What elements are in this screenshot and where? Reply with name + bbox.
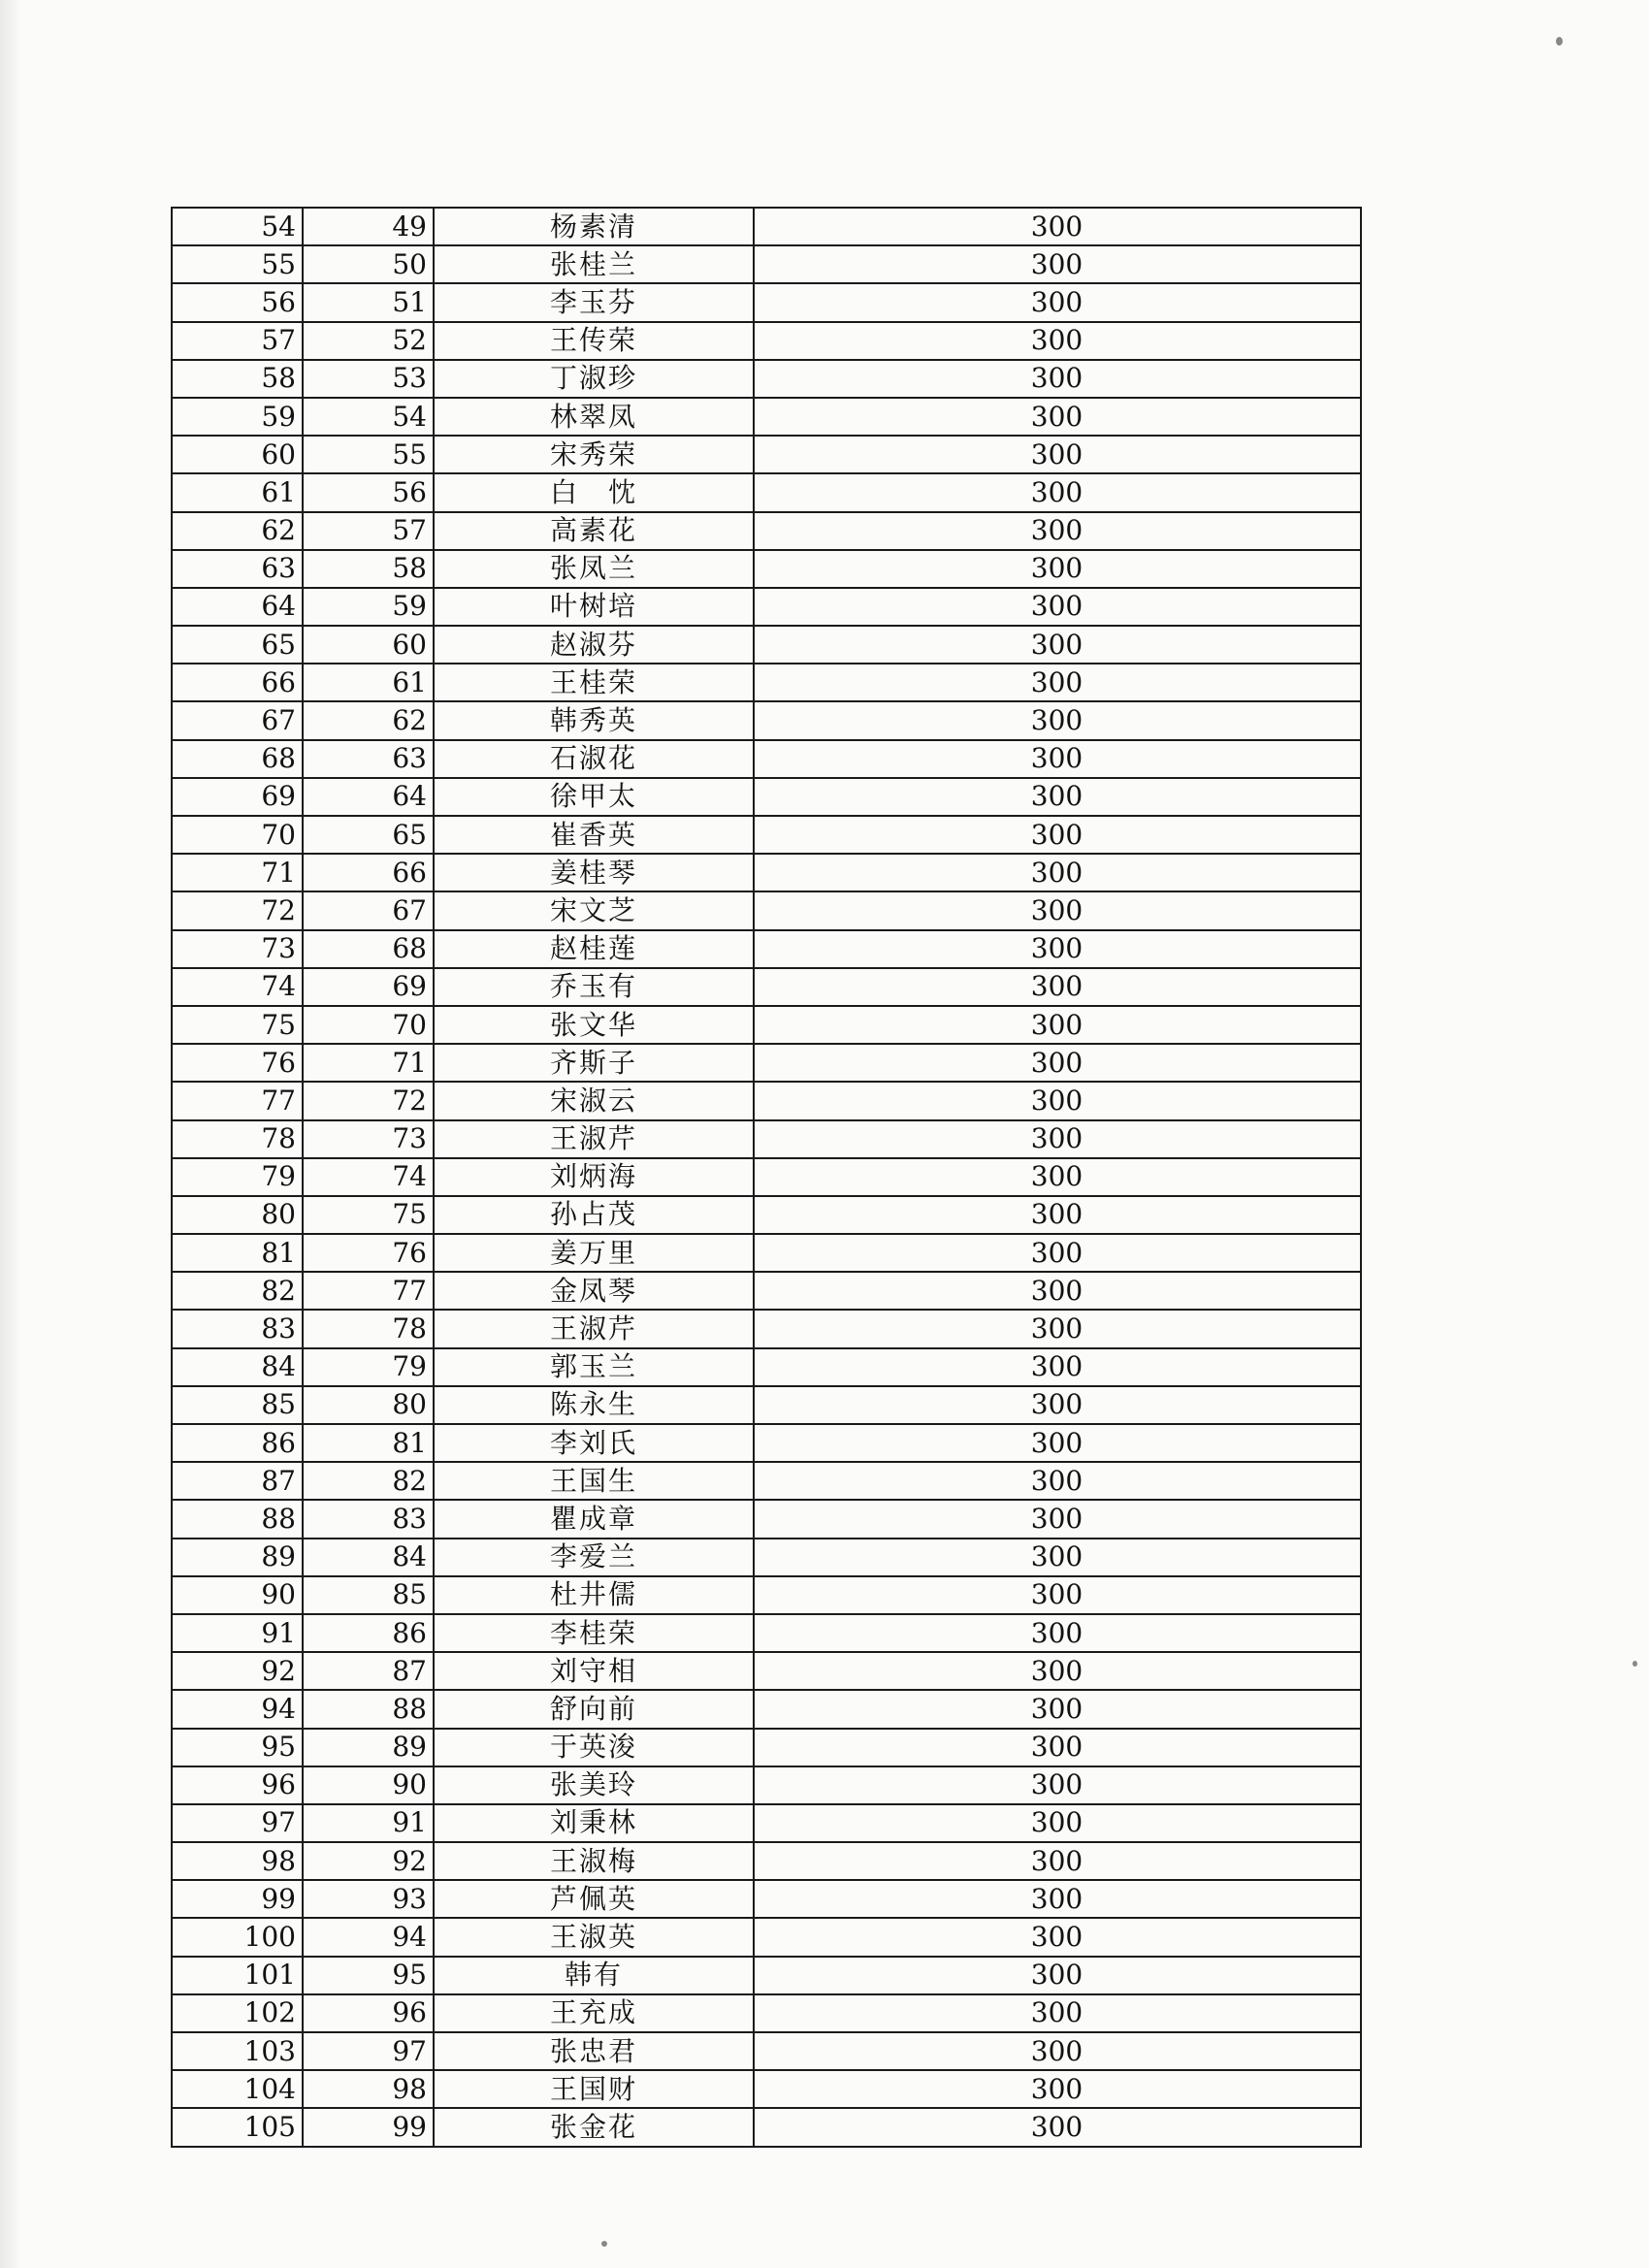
row-number-cell: 53 <box>303 360 434 398</box>
row-number-cell: 52 <box>303 322 434 360</box>
row-name-cell: 李桂荣 <box>434 1614 754 1652</box>
table-row <box>172 1310 1361 1347</box>
row-number-cell: 60 <box>303 626 434 664</box>
row-number-cell: 81 <box>303 1424 434 1462</box>
row-number-cell: 87 <box>303 1652 434 1690</box>
row-number-cell: 83 <box>303 1500 434 1538</box>
row-number-cell: 88 <box>303 1690 434 1728</box>
table-row <box>172 1424 1361 1462</box>
row-seq-cell: 77 <box>172 1082 303 1119</box>
table-row <box>172 1158 1361 1196</box>
table-row <box>172 1576 1361 1614</box>
table-row <box>172 1766 1361 1804</box>
row-name-cell: 陈永生 <box>434 1386 754 1424</box>
row-amount-cell: 300 <box>754 1272 1361 1310</box>
row-amount-cell: 300 <box>754 1690 1361 1728</box>
row-name-cell: 高素花 <box>434 512 754 550</box>
table-row <box>172 436 1361 473</box>
table-row <box>172 1539 1361 1576</box>
table-row <box>172 1462 1361 1500</box>
row-name-cell: 王桂荣 <box>434 664 754 701</box>
row-number-cell: 66 <box>303 854 434 891</box>
row-seq-cell: 103 <box>172 2032 303 2070</box>
row-name-cell: 齐斯子 <box>434 1044 754 1082</box>
table-row <box>172 1272 1361 1310</box>
row-number-cell: 67 <box>303 891 434 929</box>
table-row <box>172 588 1361 626</box>
row-seq-cell: 60 <box>172 436 303 473</box>
row-seq-cell: 74 <box>172 968 303 1006</box>
row-amount-cell: 300 <box>754 283 1361 321</box>
row-name-cell: 杨素清 <box>434 208 754 245</box>
row-seq-cell: 99 <box>172 1880 303 1918</box>
row-name-cell: 刘秉林 <box>434 1804 754 1842</box>
table-row <box>172 816 1361 854</box>
row-seq-cell: 86 <box>172 1424 303 1462</box>
row-seq-cell: 79 <box>172 1158 303 1196</box>
row-number-cell: 90 <box>303 1766 434 1804</box>
row-seq-cell: 66 <box>172 664 303 701</box>
row-amount-cell: 300 <box>754 1614 1361 1652</box>
row-amount-cell: 300 <box>754 398 1361 436</box>
row-name-cell: 乔玉有 <box>434 968 754 1006</box>
row-seq-cell: 61 <box>172 473 303 511</box>
row-seq-cell: 55 <box>172 245 303 283</box>
row-amount-cell: 300 <box>754 1310 1361 1347</box>
row-number-cell: 93 <box>303 1880 434 1918</box>
row-number-cell: 57 <box>303 512 434 550</box>
row-name-cell: 芦佩英 <box>434 1880 754 1918</box>
row-name-cell: 金凤琴 <box>434 1272 754 1310</box>
row-amount-cell: 300 <box>754 2070 1361 2108</box>
row-seq-cell: 92 <box>172 1652 303 1690</box>
table-row <box>172 1957 1361 1994</box>
row-amount-cell: 300 <box>754 1539 1361 1576</box>
table-row <box>172 1196 1361 1234</box>
row-seq-cell: 54 <box>172 208 303 245</box>
table-row <box>172 701 1361 739</box>
table-row <box>172 1690 1361 1728</box>
row-number-cell: 80 <box>303 1386 434 1424</box>
table-row <box>172 740 1361 778</box>
row-seq-cell: 59 <box>172 398 303 436</box>
scan-speck <box>1556 37 1563 46</box>
row-number-cell: 63 <box>303 740 434 778</box>
scan-shadow <box>0 0 21 2268</box>
row-seq-cell: 80 <box>172 1196 303 1234</box>
row-name-cell: 王淑英 <box>434 1918 754 1956</box>
row-amount-cell: 300 <box>754 512 1361 550</box>
row-seq-cell: 98 <box>172 1842 303 1880</box>
table-row <box>172 1729 1361 1766</box>
row-amount-cell: 300 <box>754 322 1361 360</box>
row-amount-cell: 300 <box>754 1880 1361 1918</box>
row-number-cell: 92 <box>303 1842 434 1880</box>
roster-body <box>172 208 1361 2147</box>
table-row <box>172 968 1361 1006</box>
row-amount-cell: 300 <box>754 1158 1361 1196</box>
row-amount-cell: 300 <box>754 968 1361 1006</box>
row-number-cell: 69 <box>303 968 434 1006</box>
row-amount-cell: 300 <box>754 1766 1361 1804</box>
row-amount-cell: 300 <box>754 626 1361 664</box>
table-row <box>172 891 1361 929</box>
table-row <box>172 854 1361 891</box>
table-row <box>172 398 1361 436</box>
row-amount-cell: 300 <box>754 550 1361 588</box>
table-row <box>172 930 1361 968</box>
row-name-cell: 郭玉兰 <box>434 1348 754 1386</box>
row-name-cell: 宋文芝 <box>434 891 754 929</box>
row-name-cell: 宋淑云 <box>434 1082 754 1119</box>
row-name-cell: 张桂兰 <box>434 245 754 283</box>
row-seq-cell: 75 <box>172 1006 303 1044</box>
row-seq-cell: 96 <box>172 1766 303 1804</box>
row-amount-cell: 300 <box>754 436 1361 473</box>
row-seq-cell: 68 <box>172 740 303 778</box>
row-number-cell: 96 <box>303 1994 434 2032</box>
row-seq-cell: 63 <box>172 550 303 588</box>
row-number-cell: 59 <box>303 588 434 626</box>
row-seq-cell: 57 <box>172 322 303 360</box>
row-name-cell: 赵桂莲 <box>434 930 754 968</box>
row-amount-cell: 300 <box>754 930 1361 968</box>
row-name-cell: 瞿成章 <box>434 1500 754 1538</box>
row-name-cell: 张金花 <box>434 2108 754 2146</box>
row-amount-cell: 300 <box>754 1006 1361 1044</box>
row-name-cell: 张忠君 <box>434 2032 754 2070</box>
row-seq-cell: 89 <box>172 1539 303 1576</box>
table-row <box>172 1082 1361 1119</box>
table-row <box>172 1804 1361 1842</box>
roster-table <box>171 207 1362 2148</box>
row-seq-cell: 83 <box>172 1310 303 1347</box>
row-number-cell: 64 <box>303 778 434 816</box>
row-name-cell: 林翠凤 <box>434 398 754 436</box>
row-seq-cell: 104 <box>172 2070 303 2108</box>
row-number-cell: 72 <box>303 1082 434 1119</box>
row-name-cell: 韩有 <box>434 1957 754 1994</box>
row-amount-cell: 300 <box>754 245 1361 283</box>
row-number-cell: 95 <box>303 1957 434 1994</box>
row-number-cell: 65 <box>303 816 434 854</box>
row-amount-cell: 300 <box>754 208 1361 245</box>
row-seq-cell: 71 <box>172 854 303 891</box>
row-number-cell: 76 <box>303 1234 434 1272</box>
row-name-cell: 张凤兰 <box>434 550 754 588</box>
row-amount-cell: 300 <box>754 1424 1361 1462</box>
table-row <box>172 245 1361 283</box>
row-amount-cell: 300 <box>754 1044 1361 1082</box>
row-amount-cell: 300 <box>754 1957 1361 1994</box>
row-name-cell: 李刘氏 <box>434 1424 754 1462</box>
row-amount-cell: 300 <box>754 664 1361 701</box>
row-number-cell: 75 <box>303 1196 434 1234</box>
row-name-cell: 王淑芹 <box>434 1120 754 1158</box>
row-number-cell: 50 <box>303 245 434 283</box>
row-number-cell: 84 <box>303 1539 434 1576</box>
row-name-cell: 王淑芹 <box>434 1310 754 1347</box>
row-amount-cell: 300 <box>754 1348 1361 1386</box>
row-amount-cell: 300 <box>754 1500 1361 1538</box>
row-name-cell: 叶树培 <box>434 588 754 626</box>
row-number-cell: 55 <box>303 436 434 473</box>
scan-speck <box>601 2241 607 2247</box>
table-row <box>172 1006 1361 1044</box>
row-amount-cell: 300 <box>754 778 1361 816</box>
row-name-cell: 张美玲 <box>434 1766 754 1804</box>
row-seq-cell: 56 <box>172 283 303 321</box>
table-row <box>172 664 1361 701</box>
row-amount-cell: 300 <box>754 588 1361 626</box>
table-row <box>172 208 1361 245</box>
row-name-cell: 王国财 <box>434 2070 754 2108</box>
row-seq-cell: 69 <box>172 778 303 816</box>
row-seq-cell: 81 <box>172 1234 303 1272</box>
row-number-cell: 58 <box>303 550 434 588</box>
row-amount-cell: 300 <box>754 2032 1361 2070</box>
table-row <box>172 1234 1361 1272</box>
row-number-cell: 94 <box>303 1918 434 1956</box>
row-number-cell: 89 <box>303 1729 434 1766</box>
table-row <box>172 473 1361 511</box>
row-amount-cell: 300 <box>754 1576 1361 1614</box>
table-row <box>172 512 1361 550</box>
row-name-cell: 舒向前 <box>434 1690 754 1728</box>
row-seq-cell: 94 <box>172 1690 303 1728</box>
row-seq-cell: 85 <box>172 1386 303 1424</box>
row-name-cell: 杜井儒 <box>434 1576 754 1614</box>
row-number-cell: 85 <box>303 1576 434 1614</box>
row-name-cell: 白 忱 <box>434 473 754 511</box>
row-seq-cell: 105 <box>172 2108 303 2146</box>
row-number-cell: 74 <box>303 1158 434 1196</box>
row-amount-cell: 300 <box>754 1082 1361 1119</box>
row-name-cell: 孙占茂 <box>434 1196 754 1234</box>
row-number-cell: 79 <box>303 1348 434 1386</box>
table-row <box>172 1842 1361 1880</box>
row-number-cell: 68 <box>303 930 434 968</box>
row-amount-cell: 300 <box>754 1918 1361 1956</box>
row-amount-cell: 300 <box>754 1994 1361 2032</box>
row-amount-cell: 300 <box>754 1120 1361 1158</box>
row-name-cell: 李爱兰 <box>434 1539 754 1576</box>
row-number-cell: 71 <box>303 1044 434 1082</box>
row-seq-cell: 102 <box>172 1994 303 2032</box>
row-seq-cell: 87 <box>172 1462 303 1500</box>
row-number-cell: 73 <box>303 1120 434 1158</box>
row-amount-cell: 300 <box>754 891 1361 929</box>
row-number-cell: 78 <box>303 1310 434 1347</box>
table-row <box>172 550 1361 588</box>
row-amount-cell: 300 <box>754 816 1361 854</box>
row-number-cell: 99 <box>303 2108 434 2146</box>
table-row <box>172 778 1361 816</box>
row-amount-cell: 300 <box>754 701 1361 739</box>
row-name-cell: 刘守相 <box>434 1652 754 1690</box>
row-name-cell: 赵淑芬 <box>434 626 754 664</box>
row-seq-cell: 58 <box>172 360 303 398</box>
row-seq-cell: 64 <box>172 588 303 626</box>
row-amount-cell: 300 <box>754 1234 1361 1272</box>
row-name-cell: 王淑梅 <box>434 1842 754 1880</box>
row-name-cell: 崔香英 <box>434 816 754 854</box>
row-name-cell: 宋秀荣 <box>434 436 754 473</box>
row-seq-cell: 65 <box>172 626 303 664</box>
row-name-cell: 李玉芬 <box>434 283 754 321</box>
row-name-cell: 张文华 <box>434 1006 754 1044</box>
row-name-cell: 石淑花 <box>434 740 754 778</box>
row-name-cell: 姜万里 <box>434 1234 754 1272</box>
table-row <box>172 1500 1361 1538</box>
row-seq-cell: 73 <box>172 930 303 968</box>
row-seq-cell: 97 <box>172 1804 303 1842</box>
table-row <box>172 1652 1361 1690</box>
row-amount-cell: 300 <box>754 1196 1361 1234</box>
table-row <box>172 2032 1361 2070</box>
row-number-cell: 56 <box>303 473 434 511</box>
row-seq-cell: 72 <box>172 891 303 929</box>
row-amount-cell: 300 <box>754 1729 1361 1766</box>
row-number-cell: 70 <box>303 1006 434 1044</box>
row-amount-cell: 300 <box>754 740 1361 778</box>
row-amount-cell: 300 <box>754 473 1361 511</box>
table-row <box>172 2070 1361 2108</box>
scan-speck <box>1633 1661 1637 1667</box>
row-seq-cell: 76 <box>172 1044 303 1082</box>
table-row <box>172 283 1361 321</box>
row-seq-cell: 100 <box>172 1918 303 1956</box>
row-number-cell: 54 <box>303 398 434 436</box>
table-row <box>172 1044 1361 1082</box>
table-row <box>172 2108 1361 2146</box>
row-name-cell: 刘炳海 <box>434 1158 754 1196</box>
row-amount-cell: 300 <box>754 360 1361 398</box>
row-number-cell: 86 <box>303 1614 434 1652</box>
row-number-cell: 51 <box>303 283 434 321</box>
row-amount-cell: 300 <box>754 1462 1361 1500</box>
row-name-cell: 徐甲太 <box>434 778 754 816</box>
row-seq-cell: 67 <box>172 701 303 739</box>
table-row <box>172 1994 1361 2032</box>
row-name-cell: 王充成 <box>434 1994 754 2032</box>
table-row <box>172 322 1361 360</box>
row-name-cell: 王国生 <box>434 1462 754 1500</box>
row-amount-cell: 300 <box>754 1652 1361 1690</box>
row-number-cell: 49 <box>303 208 434 245</box>
table-row <box>172 1348 1361 1386</box>
row-name-cell: 姜桂琴 <box>434 854 754 891</box>
row-seq-cell: 95 <box>172 1729 303 1766</box>
row-seq-cell: 82 <box>172 1272 303 1310</box>
row-seq-cell: 84 <box>172 1348 303 1386</box>
row-number-cell: 62 <box>303 701 434 739</box>
row-amount-cell: 300 <box>754 1804 1361 1842</box>
row-seq-cell: 88 <box>172 1500 303 1538</box>
table-row <box>172 1880 1361 1918</box>
row-amount-cell: 300 <box>754 854 1361 891</box>
table-row <box>172 360 1361 398</box>
table-row <box>172 1614 1361 1652</box>
row-seq-cell: 78 <box>172 1120 303 1158</box>
row-name-cell: 于英浚 <box>434 1729 754 1766</box>
row-number-cell: 77 <box>303 1272 434 1310</box>
row-seq-cell: 70 <box>172 816 303 854</box>
row-seq-cell: 91 <box>172 1614 303 1652</box>
table-row <box>172 626 1361 664</box>
row-seq-cell: 90 <box>172 1576 303 1614</box>
row-number-cell: 97 <box>303 2032 434 2070</box>
row-name-cell: 韩秀英 <box>434 701 754 739</box>
row-amount-cell: 300 <box>754 1386 1361 1424</box>
row-amount-cell: 300 <box>754 2108 1361 2146</box>
row-seq-cell: 62 <box>172 512 303 550</box>
table-row <box>172 1918 1361 1956</box>
row-seq-cell: 101 <box>172 1957 303 1994</box>
row-number-cell: 91 <box>303 1804 434 1842</box>
table-row <box>172 1386 1361 1424</box>
row-name-cell: 丁淑珍 <box>434 360 754 398</box>
row-number-cell: 61 <box>303 664 434 701</box>
table-row <box>172 1120 1361 1158</box>
row-amount-cell: 300 <box>754 1842 1361 1880</box>
row-number-cell: 82 <box>303 1462 434 1500</box>
row-name-cell: 王传荣 <box>434 322 754 360</box>
row-number-cell: 98 <box>303 2070 434 2108</box>
